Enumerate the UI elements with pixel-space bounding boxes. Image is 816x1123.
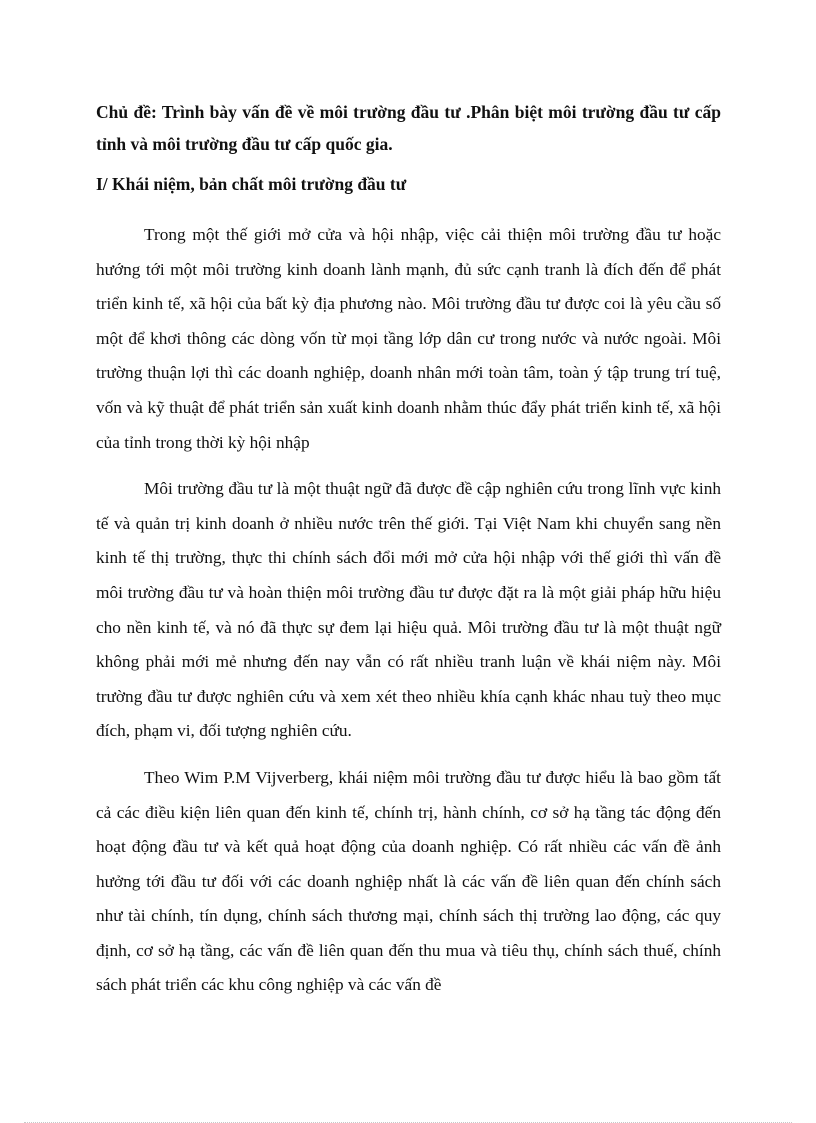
document-title: Chủ đề: Trình bày vấn đề về môi trường đầu tư .Phân biệt môi trường đầu tư cấp tỉnh và môi trường đầu tư cấp quốc gia. <box>96 102 721 154</box>
paragraph-2: Môi trường đầu tư là một thuật ngữ đã được đề cập nghiên cứu trong lĩnh vực kinh tế và quản trị kinh doanh ở nhiều nước trên thế giới. Tại Việt Nam khi chuyển sang nền kinh tế thị trường, thực thi chính sách đổi mới mở cửa hội nhập với thế giới thì vấn đề môi trường đầu tư và hoàn thiện môi trường đầu tư được đặt ra là một giải pháp hữu hiệu cho nền kinh tế, và nó đã thực sự đem lại hiệu quả. Môi trường đầu tư là một thuật ngữ không phải mới mẻ nhưng đến nay vẫn có rất nhiều tranh luận về khái niệm này. Môi trường đầu tư được nghiên cứu và xem xét theo nhiều khía cạnh khác nhau tuỳ theo mục đích, phạm vi, đối tượng nghiên cứu. <box>96 479 721 741</box>
paragraph-1: Trong một thế giới mở cửa và hội nhập, việc cải thiện môi trường đầu tư hoặc hướng tới một môi trường kinh doanh lành mạnh, đủ sức cạnh tranh là đích đến để phát triển kinh tế, xã hội của bất kỳ địa phương nào. Môi trường đầu tư được coi là yêu cầu số một để khơi thông các dòng vốn từ mọi tầng lớp dân cư trong nước và nước ngoài. Môi trường thuận lợi thì các doanh nghiệp, doanh nhân mới toàn tâm, toàn ý tập trung trí tuệ, vốn và kỹ thuật để phát triển sản xuất kinh doanh nhằm thúc đẩy phát triển kinh tế, xã hội của tỉnh trong thời kỳ hội nhập <box>96 225 721 452</box>
document-page <box>96 96 721 1015</box>
paragraph-3: Theo Wim P.M Vijverberg, khái niệm môi trường đầu tư được hiểu là bao gồm tất cả các điều kiện liên quan đến kinh tế, chính trị, hành chính, cơ sở hạ tầng tác động đến hoạt động đầu tư và kết quả hoạt động của doanh nghiệp. Có rất nhiều các vấn đề ảnh hưởng tới đầu tư đối với các doanh nghiệp nhất là các vấn đề liên quan đến chính sách như tài chính, tín dụng, chính sách thương mại, chính sách thị trường lao động, các quy định, cơ sở hạ tầng, các vấn đề liên quan đến thu mua và tiêu thụ, chính sách thuế, chính sách phát triển các khu công nghiệp và các vấn đề <box>96 767 721 995</box>
section-heading: I/ Khái niệm, bản chất môi trường đầu tư <box>96 174 407 194</box>
